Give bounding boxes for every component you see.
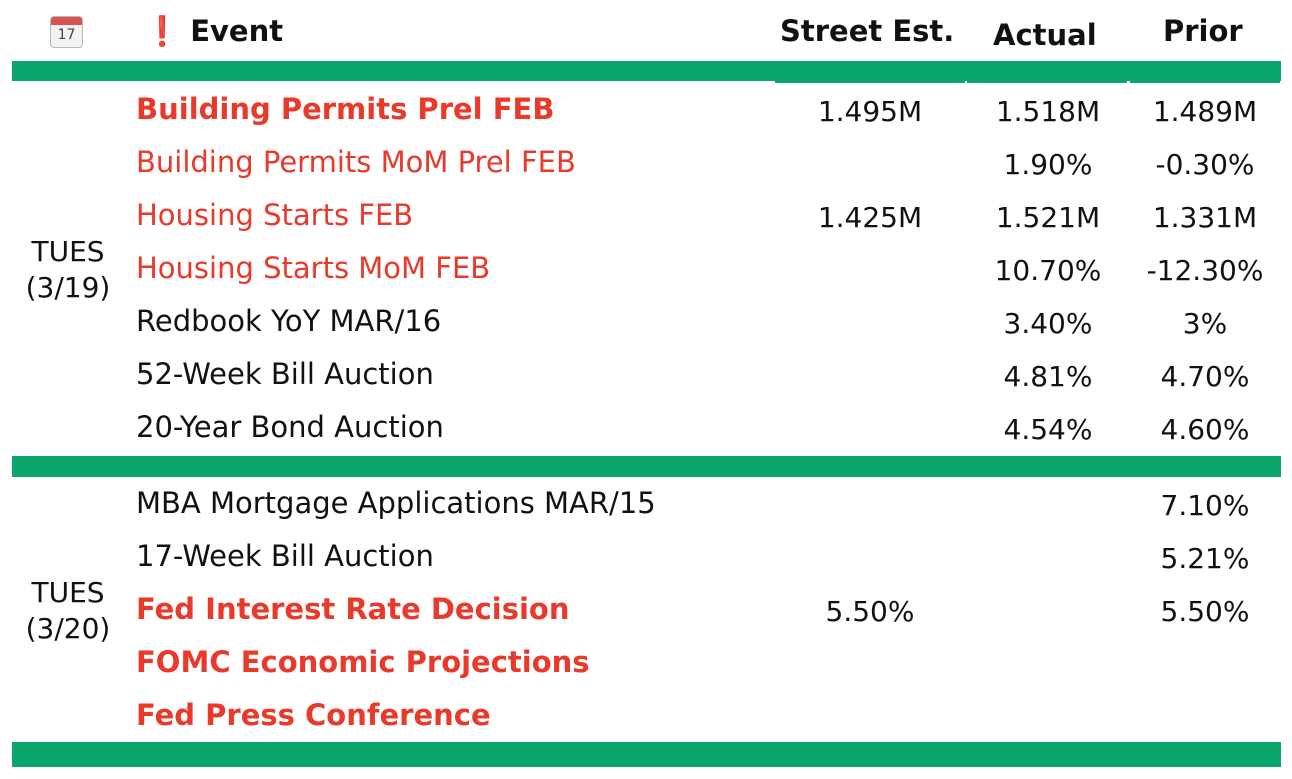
- actual-underline: [967, 81, 1127, 83]
- table-row: [0, 190, 1292, 243]
- event-name: Redbook YoY MAR/16: [136, 304, 442, 338]
- table-row: [0, 243, 1292, 296]
- table-row: [0, 84, 1292, 137]
- event-name: 52-Week Bill Auction: [136, 357, 434, 391]
- table-row: [0, 531, 1292, 584]
- event-name: Building Permits Prel FEB: [136, 92, 555, 126]
- prior-value: 4.70%: [1160, 360, 1250, 393]
- header-divider-bar: [12, 61, 1281, 81]
- prior-value: 5.50%: [1160, 595, 1250, 628]
- table-row: [0, 296, 1292, 349]
- prior-value: 5.21%: [1160, 542, 1250, 575]
- event-name: MBA Mortgage Applications MAR/15: [136, 486, 656, 520]
- table-row: [0, 690, 1292, 743]
- actual-value: 4.81%: [1003, 360, 1093, 393]
- calendar-icon: 17: [50, 16, 83, 48]
- actual-column-header: Actual: [993, 18, 1097, 52]
- prior-value: 1.331M: [1152, 201, 1258, 234]
- exclamation-icon: ❗: [144, 14, 181, 48]
- table-header: [0, 0, 1292, 62]
- event-name: Housing Starts FEB: [136, 198, 414, 232]
- event-header-label: Event: [190, 14, 284, 48]
- street-est-underline: [775, 81, 965, 83]
- event-name: Fed Interest Rate Decision: [136, 592, 570, 626]
- prior-value: 7.10%: [1160, 489, 1250, 522]
- day-name: TUES: [31, 234, 105, 268]
- day-name: TUES: [31, 575, 105, 609]
- event-name: Fed Press Conference: [136, 698, 491, 732]
- actual-value: 3.40%: [1003, 307, 1093, 340]
- prior-value: -0.30%: [1155, 148, 1255, 181]
- table-row: [0, 478, 1292, 531]
- street-est-column-header: Street Est.: [780, 14, 955, 48]
- street-estimate-value: 1.425M: [817, 201, 923, 234]
- event-name: Housing Starts MoM FEB: [136, 251, 491, 285]
- event-column-header: [144, 14, 283, 49]
- actual-value: 4.54%: [1003, 413, 1093, 446]
- day-date: (3/20): [25, 611, 111, 645]
- event-name: 20-Year Bond Auction: [136, 410, 444, 444]
- event-name: 17-Week Bill Auction: [136, 539, 434, 573]
- group-divider-bar: [12, 456, 1281, 477]
- prior-value: 1.489M: [1152, 95, 1258, 128]
- day-date: (3/19): [25, 270, 111, 304]
- actual-value: 1.518M: [995, 95, 1101, 128]
- prior-column-header: Prior: [1163, 14, 1243, 48]
- table-row: [0, 637, 1292, 690]
- actual-value: 1.521M: [995, 201, 1101, 234]
- table-row: [0, 584, 1292, 637]
- event-name: Building Permits MoM Prel FEB: [136, 145, 576, 179]
- prior-value: -12.30%: [1146, 254, 1264, 287]
- prior-value: 3%: [1182, 307, 1228, 340]
- actual-value: 1.90%: [1003, 148, 1093, 181]
- event-name: FOMC Economic Projections: [136, 645, 590, 679]
- footer-divider-bar: [12, 742, 1281, 767]
- prior-underline: [1130, 81, 1280, 83]
- street-estimate-value: 5.50%: [825, 595, 915, 628]
- actual-value: 10.70%: [994, 254, 1102, 287]
- table-row: [0, 349, 1292, 402]
- street-estimate-value: 1.495M: [817, 95, 923, 128]
- table-row: [0, 402, 1292, 455]
- prior-value: 4.60%: [1160, 413, 1250, 446]
- table-row: [0, 137, 1292, 190]
